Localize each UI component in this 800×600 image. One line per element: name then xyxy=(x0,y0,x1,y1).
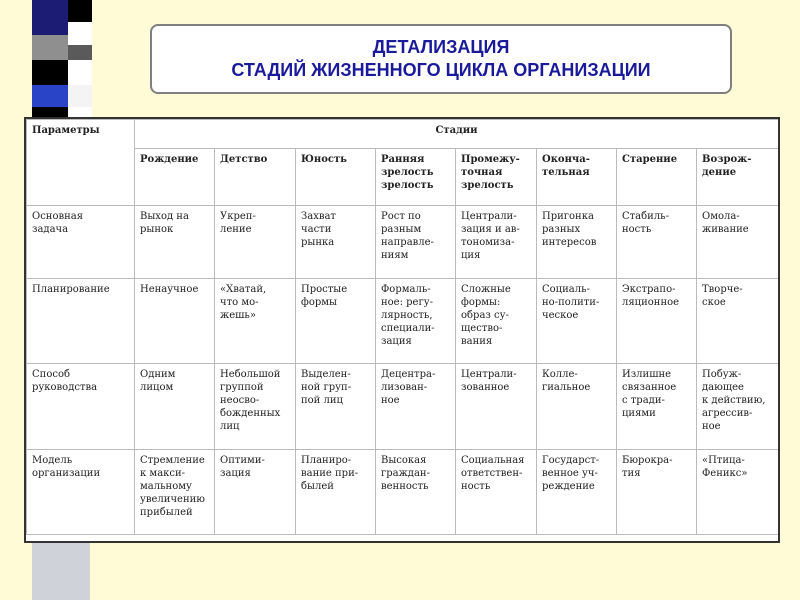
stage-header: Детство xyxy=(215,149,296,206)
table-cell: Творче- ское xyxy=(697,279,779,364)
table-cell: Экстрапо- ляционное xyxy=(617,279,697,364)
row-param-label: Способ руководства xyxy=(27,364,135,450)
table-cell: Захват части рынка xyxy=(296,206,376,279)
table-cell: Бюрокра- тия xyxy=(617,450,697,535)
params-header: Параметры xyxy=(27,120,135,206)
stages-header: Стадии xyxy=(135,120,779,149)
table-cell: Излишне связанное с тради- циями xyxy=(617,364,697,450)
lifecycle-table xyxy=(24,117,780,543)
stage-header: Юность xyxy=(296,149,376,206)
table-cell: Стремление к макси- мальному увеличению прибылей xyxy=(135,450,215,535)
table-row xyxy=(27,279,779,364)
table-cell: «Птица- Феникс» xyxy=(697,450,779,535)
table-cell: Сложные формы: образ су- щество- вания xyxy=(456,279,537,364)
table-cell: Выход на рынок xyxy=(135,206,215,279)
stage-names-row xyxy=(27,149,779,206)
title-line-2: СТАДИЙ ЖИЗНЕННОГО ЦИКЛА ОРГАНИЗАЦИИ xyxy=(231,60,651,80)
table-cell: Небольшой группой неосво- божденных лиц xyxy=(215,364,296,450)
table-cell: Рост по разным направле- ниям xyxy=(376,206,456,279)
table-cell: Формаль- ное: регу- лярность, специали- зация xyxy=(376,279,456,364)
table-cell: Колле- гиальное xyxy=(537,364,617,450)
table-cell: Простые формы xyxy=(296,279,376,364)
stage-header: Рождение xyxy=(135,149,215,206)
row-param-label: Модель организации xyxy=(27,450,135,535)
table-row xyxy=(27,364,779,450)
table-cell: Социальная ответствен- ность xyxy=(456,450,537,535)
stage-header: Оконча- тельная xyxy=(537,149,617,206)
table-cell: Децентра- лизован- ное xyxy=(376,364,456,450)
table-cell: «Хватай, что мо- жешь» xyxy=(215,279,296,364)
table-header-row xyxy=(27,120,779,149)
table-cell: Социаль- но-полити- ческое xyxy=(537,279,617,364)
table-cell: Государст- венное уч- реждение xyxy=(537,450,617,535)
table-cell: Оптими- зация xyxy=(215,450,296,535)
table-cell: Пригонка разных интересов xyxy=(537,206,617,279)
table-cell: Ненаучное xyxy=(135,279,215,364)
stage-header: Промежу- точная зрелость xyxy=(456,149,537,206)
slide-title xyxy=(150,24,732,94)
stage-header: Возрож- дение xyxy=(697,149,779,206)
table-cell: Высокая граждан- венность xyxy=(376,450,456,535)
table-cell: Одним лицом xyxy=(135,364,215,450)
title-line-1: ДЕТАЛИЗАЦИЯ xyxy=(372,37,510,57)
stage-header: Ранняя зрелость зрелость xyxy=(376,149,456,206)
table-cell: Побуж- дающее к действию, агрессив- ное xyxy=(697,364,779,450)
row-param-label: Планирование xyxy=(27,279,135,364)
table-cell: Укреп- ление xyxy=(215,206,296,279)
row-param-label: Основная задача xyxy=(27,206,135,279)
table-cell: Централи- зованное xyxy=(456,364,537,450)
table-cell: Выделен- ной груп- пой лиц xyxy=(296,364,376,450)
table-row xyxy=(27,450,779,535)
stage-header: Старение xyxy=(617,149,697,206)
table-row xyxy=(27,206,779,279)
table-cell: Планиро- вание при- былей xyxy=(296,450,376,535)
table-cell: Омола- живание xyxy=(697,206,779,279)
table-cell: Централи- зация и ав- тономиза- ция xyxy=(456,206,537,279)
table-cell: Стабиль- ность xyxy=(617,206,697,279)
